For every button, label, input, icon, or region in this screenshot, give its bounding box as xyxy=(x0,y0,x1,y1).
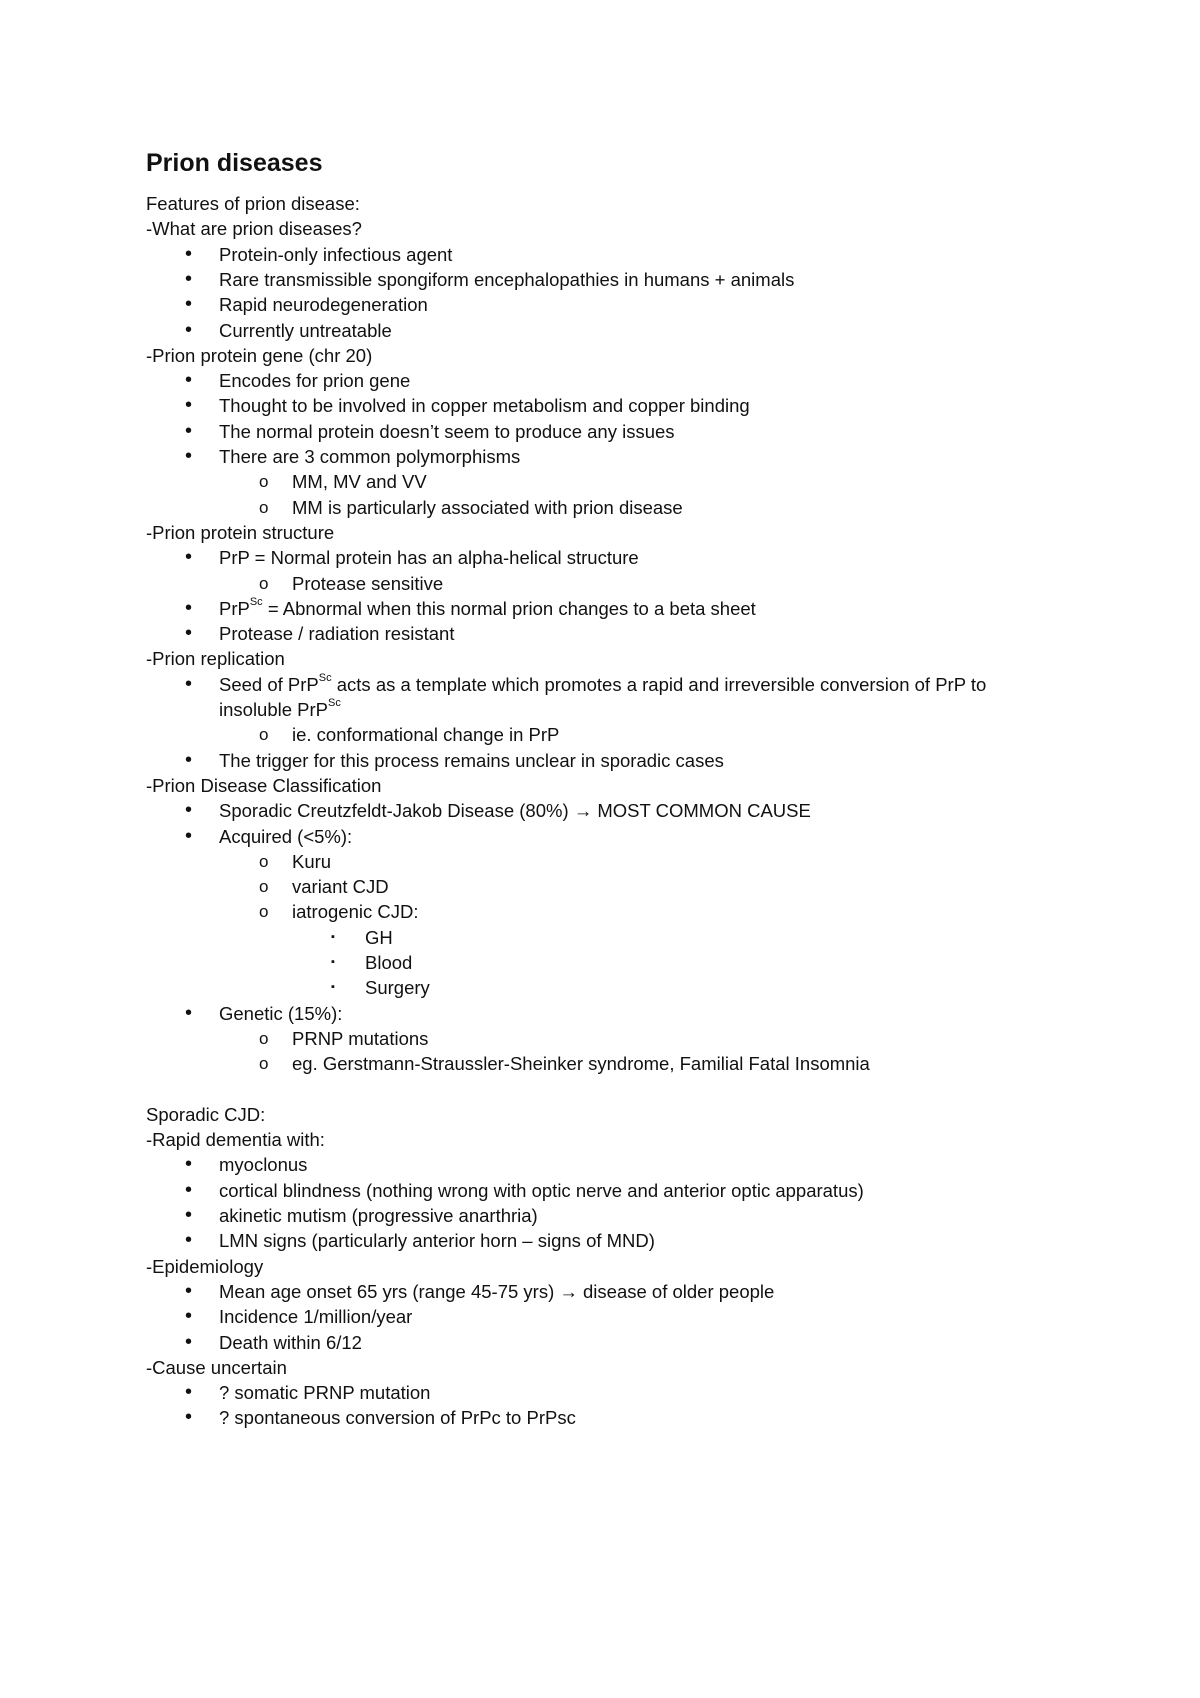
line-text-main: akinetic mutism (progressive anarthria) xyxy=(219,1205,538,1226)
line-text-main: Rapid neurodegeneration xyxy=(219,294,428,316)
line-text xyxy=(219,797,811,824)
line-text xyxy=(146,645,285,672)
line-text-main: Thought to be involved in copper metabolism and copper binding xyxy=(219,395,750,417)
line-text-main: Rare transmissible spongiform encephalopathies in humans + animals xyxy=(219,268,795,290)
line-text xyxy=(292,848,331,875)
list-item xyxy=(0,1202,1200,1229)
line-text xyxy=(292,898,418,925)
line-text xyxy=(219,1227,655,1254)
line-text xyxy=(146,772,381,799)
list-item xyxy=(0,1151,1200,1178)
list-item xyxy=(0,418,1200,445)
list-item xyxy=(0,620,1200,647)
list-item xyxy=(0,443,1200,470)
circle-bullet-icon: o xyxy=(259,1054,269,1074)
line-text xyxy=(219,1000,342,1027)
bullet-icon: • xyxy=(185,1305,193,1328)
line-text xyxy=(219,1329,362,1356)
line-text xyxy=(219,1151,307,1178)
line-text-main: PRNP mutations xyxy=(292,1027,429,1049)
list-item xyxy=(0,797,1200,824)
line-text-tail: = Abnormal when this normal prion changes to a beta sheet xyxy=(262,597,756,619)
bullet-icon: • xyxy=(185,1001,193,1024)
circle-bullet-icon: o xyxy=(259,902,269,922)
list-item xyxy=(0,544,1200,571)
circle-bullet-icon: o xyxy=(259,877,269,897)
line-text-main: cortical blindness (nothing wrong with optic nerve and anterior optic apparatus) xyxy=(219,1179,864,1201)
line-text-main: -Prion Disease Classification xyxy=(146,774,382,796)
list-item xyxy=(0,1177,1200,1204)
superscript: Sc xyxy=(328,696,341,709)
line-text-main: iatrogenic CJD: xyxy=(292,901,419,923)
bullet-icon: • xyxy=(185,1178,193,1201)
line-text xyxy=(365,924,393,951)
circle-bullet-icon: o xyxy=(259,1028,269,1048)
section-line xyxy=(0,645,1200,672)
list-item xyxy=(0,949,1200,976)
bullet-icon: • xyxy=(185,1153,193,1176)
bullet-icon: • xyxy=(185,748,193,771)
bullet-icon: • xyxy=(185,267,193,290)
line-text-main: Acquired (<5%): xyxy=(219,825,353,847)
line-text-main: -Prion protein structure xyxy=(146,521,335,543)
list-item xyxy=(0,848,1200,875)
section-line xyxy=(0,1354,1200,1381)
section-line xyxy=(0,190,1200,217)
line-text-main: -Rapid dementia with: xyxy=(146,1129,325,1151)
line-text-main: Seed of PrP xyxy=(219,673,319,695)
list-item xyxy=(0,1303,1200,1330)
page-title: Prion diseases xyxy=(146,149,323,177)
list-item xyxy=(0,671,1200,698)
line-text xyxy=(292,1050,870,1077)
line-text-main: Sporadic CJD: xyxy=(146,1103,266,1125)
bullet-icon: • xyxy=(185,1204,193,1226)
list-item xyxy=(0,317,1200,344)
section-line xyxy=(0,519,1200,546)
line-text-main: Sporadic Creutzfeldt-Jakob Disease (80%) → MOST COMMON CAUSE xyxy=(219,800,811,822)
list-item xyxy=(0,924,1200,951)
bullet-icon: • xyxy=(185,622,193,645)
line-text-main: Blood xyxy=(365,952,413,973)
line-text-main: -What are prion diseases? xyxy=(146,218,362,240)
line-text-main: Mean age onset 65 yrs (range 45-75 yrs) → disease of older people xyxy=(219,1280,775,1302)
bullet-icon: • xyxy=(185,445,193,467)
line-text-main: eg. Gerstmann-Straussler-Sheinker syndrome, Familial Fatal Insomnia xyxy=(292,1053,870,1075)
list-item xyxy=(0,595,1200,622)
line-text-main: Genetic (15%): xyxy=(219,1002,343,1024)
line-text xyxy=(219,1404,576,1431)
bullet-icon: • xyxy=(185,824,193,847)
bullet-icon: • xyxy=(185,369,193,392)
line-text-main: Kuru xyxy=(292,850,332,872)
line-text xyxy=(146,519,334,546)
list-item xyxy=(0,468,1200,495)
list-item xyxy=(0,266,1200,293)
list-item xyxy=(0,696,1200,723)
circle-bullet-icon: o xyxy=(259,725,269,745)
list-item xyxy=(0,1000,1200,1027)
line-text xyxy=(219,1177,864,1204)
line-text-main: -Epidemiology xyxy=(146,1255,264,1277)
bullet-icon: • xyxy=(185,419,193,442)
line-text xyxy=(292,873,389,900)
line-text xyxy=(219,671,986,698)
line-text-main: Protease sensitive xyxy=(292,572,444,594)
list-item xyxy=(0,1050,1200,1077)
line-text-main: The trigger for this process remains unclear in sporadic cases xyxy=(219,749,724,771)
list-item xyxy=(0,392,1200,419)
line-text-main: ie. conformational change in PrP xyxy=(292,724,560,746)
line-text xyxy=(292,468,427,495)
line-text xyxy=(146,1354,287,1381)
line-text xyxy=(219,544,639,571)
square-bullet-icon: ▪ xyxy=(331,930,335,943)
line-text-main: Encodes for prion gene xyxy=(219,370,411,392)
list-item xyxy=(0,494,1200,521)
line-text-main: Features of prion disease: xyxy=(146,193,360,214)
section-line xyxy=(0,342,1200,369)
line-text-main: MM is particularly associated with prion disease xyxy=(292,496,683,518)
line-text-main: PrP = Normal protein has an alpha-helical structure xyxy=(219,547,639,569)
line-text xyxy=(219,443,520,470)
line-text xyxy=(219,291,428,318)
list-item xyxy=(0,367,1200,394)
bullet-icon: • xyxy=(185,1279,193,1302)
line-text xyxy=(219,418,675,445)
line-text xyxy=(219,266,794,293)
line-text xyxy=(219,1379,430,1406)
list-item xyxy=(0,823,1200,850)
section-line xyxy=(0,1253,1200,1280)
list-item xyxy=(0,1025,1200,1052)
line-text-main: PrP xyxy=(219,597,250,619)
line-text-main: Surgery xyxy=(365,977,430,999)
line-text-main: Incidence 1/million/year xyxy=(219,1306,413,1328)
line-text-main: There are 3 common polymorphisms xyxy=(219,446,521,467)
line-text xyxy=(292,1025,428,1052)
line-text xyxy=(219,696,341,723)
list-item xyxy=(0,721,1200,748)
line-text-main: Protease / radiation resistant xyxy=(219,623,455,645)
line-text-main: The normal protein doesn’t seem to produce any issues xyxy=(219,420,675,442)
section-line xyxy=(0,772,1200,799)
line-text-main: LMN signs (particularly anterior horn – signs of MND) xyxy=(219,1230,655,1252)
bullet-icon: • xyxy=(185,1406,193,1429)
line-text xyxy=(219,747,724,774)
superscript: Sc xyxy=(318,671,332,684)
line-text xyxy=(365,974,430,1001)
bullet-icon: • xyxy=(185,242,193,265)
bullet-icon: • xyxy=(185,596,193,619)
bullet-icon: • xyxy=(185,394,193,417)
line-text xyxy=(219,1202,538,1229)
circle-bullet-icon: o xyxy=(259,472,269,492)
line-text-main: Protein-only infectious agent xyxy=(219,243,453,265)
line-text xyxy=(146,1253,263,1280)
line-text-main: -Cause uncertain xyxy=(146,1356,287,1378)
list-item xyxy=(0,747,1200,774)
bullet-icon: • xyxy=(185,799,193,822)
line-text xyxy=(292,570,443,597)
list-item xyxy=(0,974,1200,1001)
circle-bullet-icon: o xyxy=(259,573,269,593)
line-text-main: -Prion protein gene (chr 20) xyxy=(146,344,373,366)
line-text xyxy=(219,241,452,268)
line-text xyxy=(219,392,750,419)
section-line xyxy=(0,1076,1200,1103)
line-text-main: ? somatic PRNP mutation xyxy=(219,1382,431,1404)
list-item xyxy=(0,898,1200,925)
line-text xyxy=(146,1126,325,1153)
line-text xyxy=(219,317,392,344)
list-item xyxy=(0,1227,1200,1254)
line-text-main: myoclonus xyxy=(219,1154,308,1176)
list-item xyxy=(0,1278,1200,1305)
bullet-icon: • xyxy=(185,1330,193,1353)
line-text-main: variant CJD xyxy=(292,876,389,898)
line-text-main: ? spontaneous conversion of PrPc to PrPsc xyxy=(219,1407,576,1429)
section-line xyxy=(0,1101,1200,1128)
section-line xyxy=(0,1126,1200,1153)
line-text-main: Currently untreatable xyxy=(219,319,392,341)
bullet-icon: • xyxy=(185,1229,193,1252)
list-item xyxy=(0,1379,1200,1406)
bullet-icon: • xyxy=(185,293,193,316)
line-text-main: GH xyxy=(365,926,393,948)
line-text xyxy=(219,823,352,850)
line-text-main: Death within 6/12 xyxy=(219,1331,362,1353)
list-item xyxy=(0,1329,1200,1356)
line-text xyxy=(146,190,360,217)
bullet-icon: • xyxy=(185,318,193,341)
line-text xyxy=(146,1101,265,1128)
line-text xyxy=(365,949,412,976)
superscript: Sc xyxy=(249,595,263,608)
bullet-icon: • xyxy=(185,546,193,569)
line-text xyxy=(292,721,559,748)
line-text-tail: acts as a template which promotes a rapid and irreversible conversion of PrP to xyxy=(331,673,987,695)
line-text xyxy=(146,215,362,242)
square-bullet-icon: ▪ xyxy=(331,981,335,994)
line-text xyxy=(146,342,372,369)
list-item xyxy=(0,291,1200,318)
list-item xyxy=(0,1404,1200,1431)
line-text xyxy=(292,494,683,521)
line-text xyxy=(219,1278,774,1305)
line-text-main: insoluble PrP xyxy=(219,699,329,720)
bullet-icon: • xyxy=(185,1381,193,1404)
bullet-icon: • xyxy=(185,672,193,695)
section-line xyxy=(0,215,1200,242)
line-text xyxy=(219,367,410,394)
line-text-main: MM, MV and VV xyxy=(292,471,427,493)
circle-bullet-icon: o xyxy=(259,497,269,517)
line-text-main: -Prion replication xyxy=(146,648,285,670)
list-item xyxy=(0,570,1200,597)
line-text xyxy=(219,1303,412,1330)
line-text xyxy=(219,620,455,647)
list-item xyxy=(0,873,1200,900)
line-text xyxy=(219,595,756,622)
square-bullet-icon: ▪ xyxy=(331,956,335,968)
list-item xyxy=(0,241,1200,268)
circle-bullet-icon: o xyxy=(259,851,269,871)
